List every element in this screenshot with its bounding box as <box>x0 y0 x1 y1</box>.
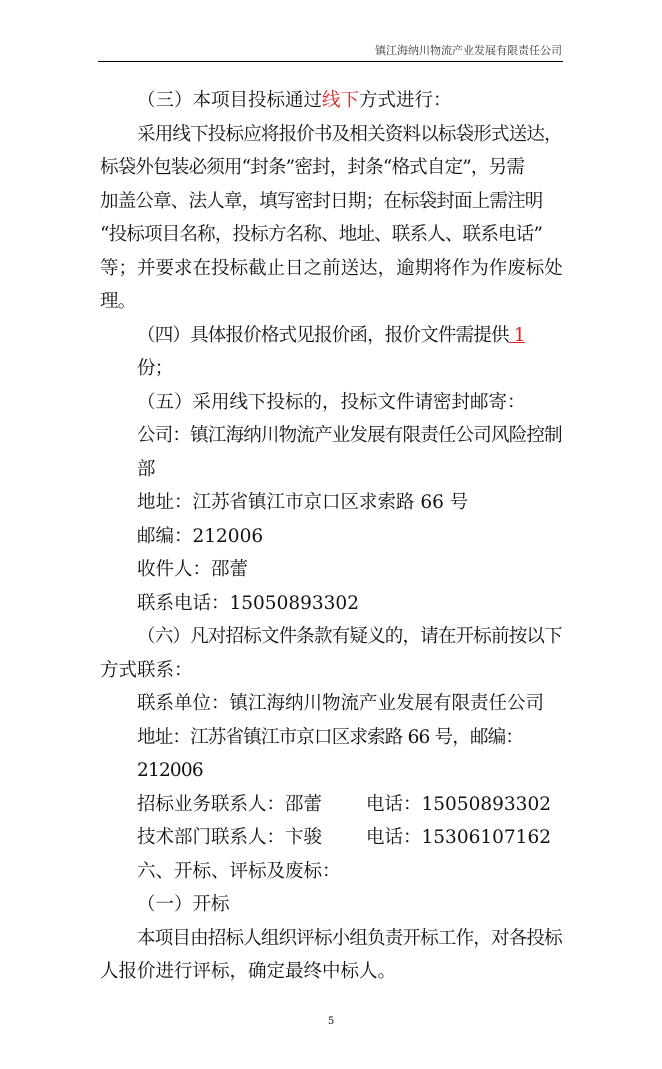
paragraph-line: （四）具体报价格式见报价函，报价文件需提供 1 份； <box>137 324 525 379</box>
paragraph-line: 人报价进行评标，确定最终中标人。 <box>100 961 397 982</box>
paragraph-line: （六）凡对招标文件条款有疑义的，请在开标前按以下 <box>137 626 562 647</box>
paragraph-line: 等；并要求在投标截止日之前送达，逾期将作为作废标处理。 <box>100 257 562 312</box>
paragraph-line: 技术部门联系人：卞骏 电话：15306107162 <box>137 827 551 848</box>
page-header: 镇江海纳川物流产业发展有限责任公司 <box>375 44 562 57</box>
page-number: 5 <box>327 1015 335 1027</box>
section-heading: 六、开标、评标及废标： <box>137 860 341 882</box>
paragraph-line: 加盖公章、法人章，填写密封日期；在标袋封面上需注明 <box>100 190 543 212</box>
copies-count: 1 <box>508 324 525 346</box>
paragraph-line: 标袋外包装必须用“封条”密封，封条“格式自定”，另需 <box>100 157 525 178</box>
paragraph-line: 本项目由招标人组织评标小组负责开标工作，对各投标 <box>137 927 562 949</box>
paragraph-line: 地址：江苏省镇江市京口区求索路 66 号 <box>137 492 469 513</box>
paragraph-line: 联系电话：15050893302 <box>137 592 359 614</box>
paragraph-line: “投标项目名称，投标方名称、地址、联系人、联系电话” <box>100 224 543 245</box>
paragraph-line: 方式联系： <box>100 659 193 681</box>
paragraph-line: 招标业务联系人：邵蕾 电话：15050893302 <box>137 793 551 815</box>
document-body <box>100 0 562 989</box>
paragraph-line: 地址：江苏省镇江市京口区求索路 66 号，邮编：212006 <box>137 726 524 781</box>
paragraph-line: 采用线下投标应将报价书及相关资料以标袋形式送达， <box>137 123 562 145</box>
subsection-heading: （一）开标 <box>137 894 230 915</box>
paragraph-line: 联系单位：镇江海纳川物流产业发展有限责任公司 <box>137 693 545 714</box>
paragraph-line: 邮编：212006 <box>137 525 264 547</box>
paragraph-line: 收件人：邵蕾 <box>137 559 249 580</box>
paragraph-line: 公司：镇江海纳川物流产业发展有限责任公司风险控制部 <box>137 425 562 480</box>
paragraph-line: （三）本项目投标通过线下方式进行： <box>137 90 452 111</box>
paragraph-line: （五）采用线下投标的，投标文件请密封邮寄： <box>137 391 526 413</box>
highlighted-text: 线下 <box>322 90 360 111</box>
